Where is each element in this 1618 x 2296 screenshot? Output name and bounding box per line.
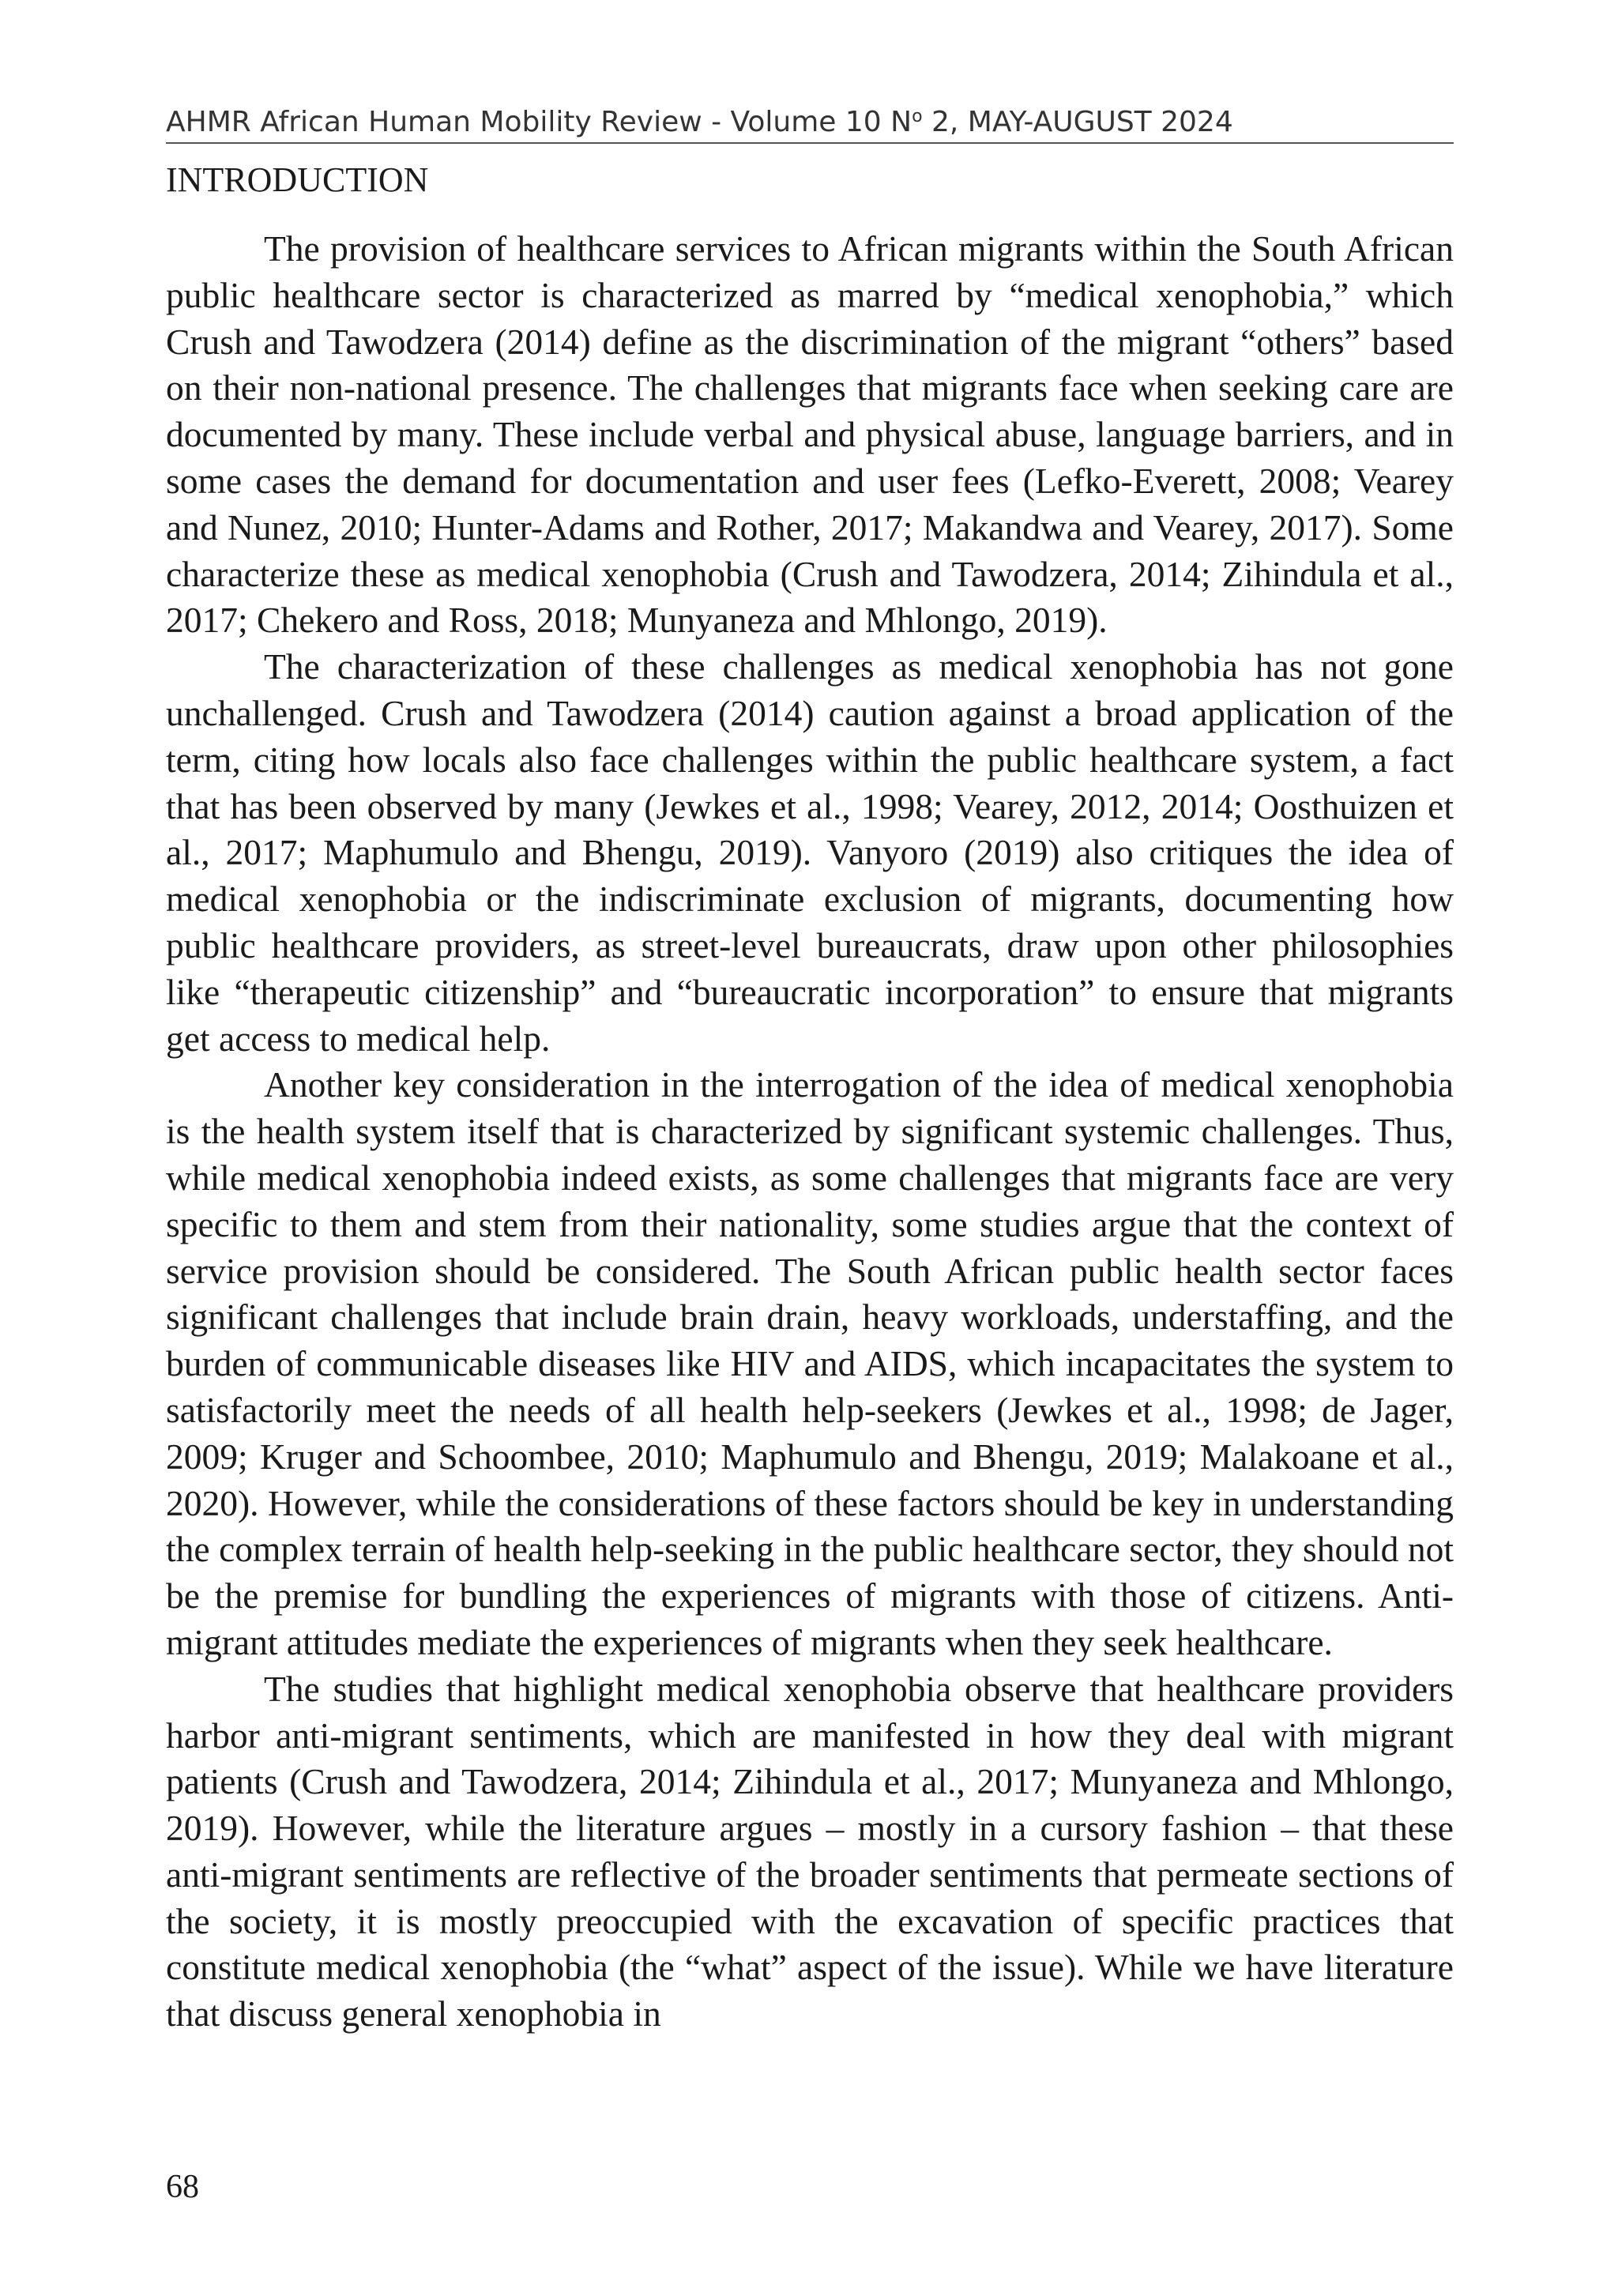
header-divider: [166, 142, 1454, 144]
issue-info: 2, MAY-AUGUST 2024: [922, 106, 1233, 138]
paragraph-2: The characterization of these challenges as medical xenophobia has not gone unchallenged. Crush and Tawodzera (2014) caution against a broad application of the term, citing how locals also face challenges within the public healthcare system, a fact that has been observed by many (Jewkes et al., 1998; Vearey, 2012, 2014; Oosthuizen et al., 2017; Maphumulo and Bhengu, 2019). Vanyoro (2019) also critiques the idea of medical xenophobia or the indiscriminate exclusion of migrants, documenting how public healthcare providers, as street-level bureaucrats, draw upon other philosophies like “therapeutic citizenship” and “bureaucratic incorporation” to ensure that migrants get access to medical help.: [166, 646, 1454, 1059]
body-text: [166, 226, 1454, 2038]
paragraph-3: Another key consideration in the interrogation of the idea of medical xenophobia is the health system itself that is characterized by significant systemic challenges. Thus, while medical xenophobia indeed exists, as some challenges that migrants face are very specific to them and stem from their nationality, some studies argue that the context of service provision should be considered. The South African public health sector faces significant challenges that include brain drain, heavy workloads, understaffing, and the burden of communicable diseases like HIV and AIDS, which incapacitates the system to satisfactorily meet the needs of all health help-seekers (Jewkes et al., 1998; de Jager, 2009; Kruger and Schoombee, 2010; Maphumulo and Bhengu, 2019; Malakoane et al., 2020). However, while the considerations of these factors should be key in understanding the complex terrain of health help-seeking in the public healthcare sector, they should not be the premise for bundling the experiences of migrants with those of citizens. Anti-migrant attitudes mediate the experiences of migrants when they seek healthcare.: [166, 1064, 1454, 1662]
page-number: 68: [166, 2169, 199, 2205]
number-superscript: o: [912, 107, 923, 126]
journal-title: AHMR African Human Mobility Review - Volume 10 N: [166, 106, 912, 138]
paragraph-1: The provision of healthcare services to African migrants within the South African public healthcare sector is characterized as marred by “medical xenophobia,” which Crush and Tawodzera (2014) define as the discrimination of the migrant “others” based on their non-national presence. The challenges that migrants face when seeking care are documented by many. These include verbal and physical abuse, language barriers, and in some cases the demand for documentation and user fees (Lefko-Everett, 2008; Vearey and Nunez, 2010; Hunter-Adams and Rother, 2017; Makandwa and Vearey, 2017). Some characterize these as medical xenophobia (Crush and Tawodzera, 2014; Zihindula et al., 2017; Chekero and Ross, 2018; Munyaneza and Mhlongo, 2019).: [166, 228, 1454, 641]
running-header: [166, 98, 1454, 141]
section-heading: INTRODUCTION: [166, 160, 429, 199]
paragraph-4: The studies that highlight medical xenophobia observe that healthcare providers harbor anti-migrant sentiments, which are manifested in how they deal with migrant patients (Crush and Tawodzera, 2014; Zihindula et al., 2017; Munyaneza and Mhlongo, 2019). However, while the literature argues – mostly in a cursory fashion – that these anti-migrant sentiments are reflective of the broader sentiments that permeate sections of the society, it is mostly preoccupied with the excavation of specific practices that constitute medical xenophobia (the “what” aspect of the issue). While we have literature that discuss general xenophobia in: [166, 1668, 1454, 2034]
